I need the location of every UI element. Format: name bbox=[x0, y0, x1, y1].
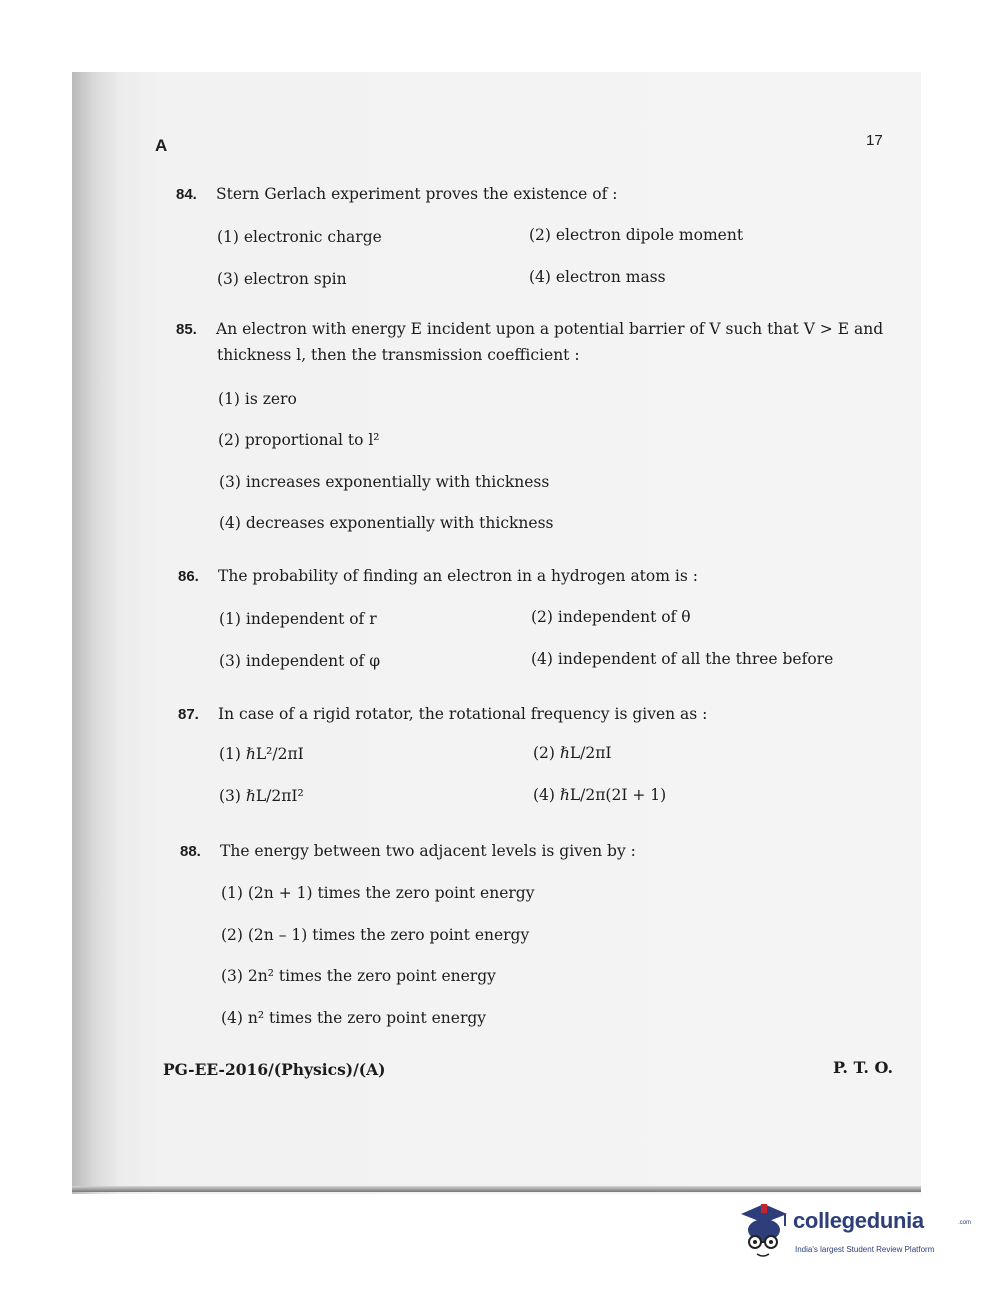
question-number: 88. bbox=[180, 843, 201, 860]
option-87-4: (4) ℏL/2π(2I + 1) bbox=[533, 786, 667, 804]
option-85-4: (4) decreases exponentially with thickness bbox=[219, 514, 554, 532]
page-bottom-edge bbox=[72, 1186, 921, 1192]
option-86-1: (1) independent of r bbox=[219, 610, 377, 628]
option-87-3: (3) ℏL/2πI² bbox=[219, 787, 304, 805]
question-text-line1: An electron with energy E incident upon a potential barrier of V such that V > E and bbox=[216, 320, 884, 338]
option-86-3: (3) independent of φ bbox=[219, 652, 381, 670]
brand-tagline: India's largest Student Review Platform bbox=[795, 1245, 935, 1254]
question-88 bbox=[180, 842, 636, 860]
page-number: 17 bbox=[866, 132, 883, 149]
question-number: 84. bbox=[176, 186, 197, 203]
option-84-2: (2) electron dipole moment bbox=[529, 226, 744, 244]
option-88-1: (1) (2n + 1) times the zero point energy bbox=[221, 884, 535, 902]
brand-name: collegedunia bbox=[793, 1208, 924, 1233]
option-87-2: (2) ℏL/2πI bbox=[533, 744, 612, 762]
set-label: A bbox=[155, 136, 168, 155]
option-88-2: (2) (2n – 1) times the zero point energy bbox=[221, 926, 530, 944]
option-84-3: (3) electron spin bbox=[217, 270, 347, 288]
brand-dotcom: .com bbox=[958, 1220, 972, 1226]
question-86 bbox=[178, 567, 698, 585]
scanned-page bbox=[72, 72, 921, 1194]
question-text: The energy between two adjacent levels is given by : bbox=[220, 842, 636, 860]
option-85-3: (3) increases exponentially with thickness bbox=[219, 473, 550, 491]
option-84-1: (1) electronic charge bbox=[217, 228, 382, 246]
option-85-1: (1) is zero bbox=[218, 390, 297, 408]
question-text: In case of a rigid rotator, the rotational frequency is given as : bbox=[218, 705, 708, 723]
question-text: The probability of finding an electron in a hydrogen atom is : bbox=[218, 567, 698, 585]
question-87 bbox=[178, 705, 707, 723]
question-number: 85. bbox=[176, 321, 197, 338]
mascot-icon bbox=[737, 1200, 791, 1260]
question-number: 87. bbox=[178, 706, 199, 723]
question-text-line2: thickness l, then the transmission coefficient : bbox=[217, 346, 580, 364]
option-86-2: (2) independent of θ bbox=[531, 608, 691, 626]
paper-code: PG-EE-2016/(Physics)/(A) bbox=[163, 1060, 386, 1079]
pto-label: P. T. O. bbox=[833, 1058, 894, 1077]
question-84 bbox=[176, 185, 617, 203]
collegedunia-logo bbox=[737, 1200, 972, 1264]
question-85 bbox=[176, 320, 883, 338]
option-84-4: (4) electron mass bbox=[529, 268, 666, 286]
option-85-2: (2) proportional to l² bbox=[218, 431, 380, 449]
option-88-3: (3) 2n² times the zero point energy bbox=[221, 967, 496, 985]
option-87-1: (1) ℏL²/2πI bbox=[219, 745, 304, 763]
question-text: Stern Gerlach experiment proves the existence of : bbox=[216, 185, 618, 203]
question-number: 86. bbox=[178, 568, 199, 585]
option-86-4: (4) independent of all the three before bbox=[531, 650, 834, 668]
option-88-4: (4) n² times the zero point energy bbox=[221, 1009, 487, 1027]
